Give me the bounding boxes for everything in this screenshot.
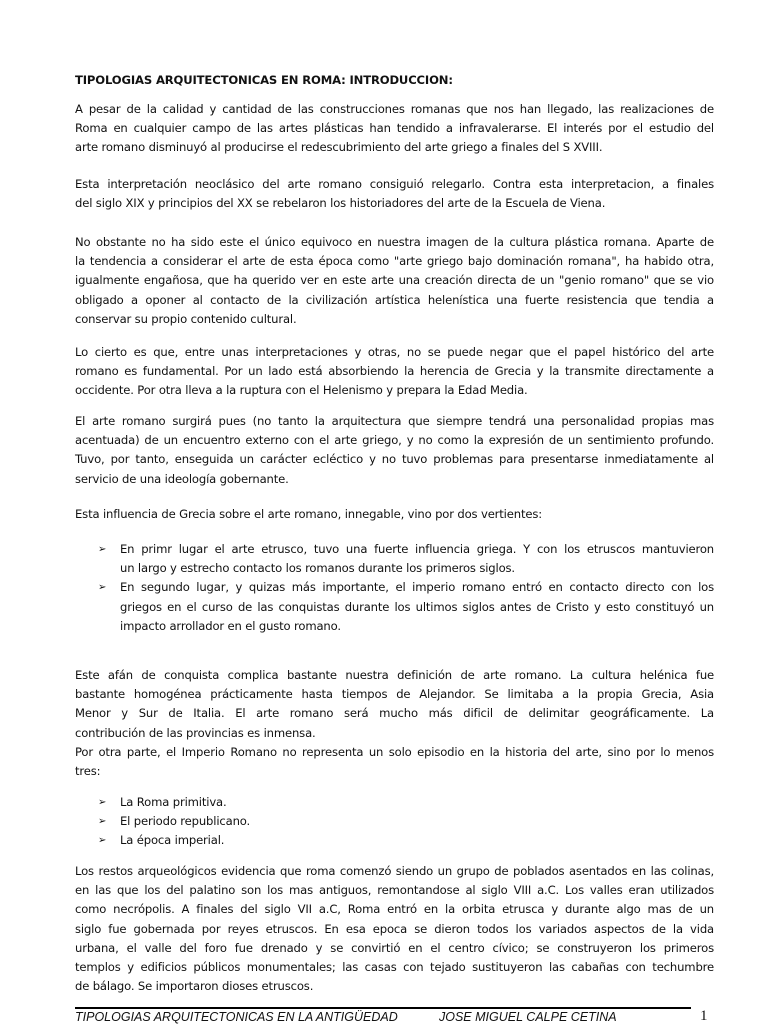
bullet-item-line [98,617,714,636]
paragraph [75,233,714,329]
paragraph [75,666,714,781]
bullet-list [98,540,714,636]
bullet-text: impacto arrollador en el gusto romano. [120,618,341,633]
text-line: la tendencia a considerar el arte de esta época como "arte griego bajo dominación romana", ha habido otra, [75,254,714,269]
text-line: como necrópolis. A finales del siglo VII a.C, Roma entró en la orbita etrusca y durante algo mas de un [75,902,714,917]
text-line: contribución de las provincias es inmensa. [75,725,316,740]
arrow-bullet-icon: ➢ [98,835,107,847]
arrow-bullet-icon: ➢ [98,544,107,555]
text-line: Los restos arqueológicos evidencia que roma comenzó siendo un grupo de poblados asentados en las colinas, [75,864,714,878]
text-line: El arte romano surgirá pues (no tanto la arquitectura que siempre tendrá una personalidad propias mas [75,414,714,428]
bullet-item-line [98,812,714,831]
bullet-item-line [98,540,714,559]
bullet-item-line [98,793,714,812]
text-line: occidente. Por otra lleva a la ruptura con el Helenismo y prepara la Edad Media. [75,383,528,398]
text-line: igualmente engañosa, que ha querido ver en este arte una creación directa de un "genio romano" que se vio [75,273,714,288]
text-line: servicio de una ideología gobernante. [75,471,289,486]
page-number: 1 [700,1008,708,1024]
bullet-text: La Roma primitiva. [120,795,227,809]
paragraph [75,505,714,524]
text-line: Esta influencia de Grecia sobre el arte romano, innegable, vino por dos vertientes: [75,507,542,521]
document-title: TIPOLOGIAS ARQUITECTONICAS EN ROMA: INTRODUCCION: [75,73,453,87]
paragraph [75,175,714,213]
text-line: urbana, el valle del foro fue drenado y se convirtió en el centro cívico; se construyeron los primeros [75,940,714,955]
bullet-text: En segundo lugar, y quizas más importante, el imperio romano entró en contacto directo con los [120,580,714,595]
text-line: bastante homogénea prácticamente hasta tiempos de Alejandor. Se limitaba a la propia Grecia, Asia [75,687,714,702]
text-line: en las que los del palatino son los mas antiguos, remontandose al siglo VIII a.C. Los valles eran utilizados [75,883,714,898]
text-line: Lo cierto es que, entre unas interpretaciones y otras, no se puede negar que el papel histórico del arte [75,345,714,359]
text-line: arte romano disminuyó al producirse el redescubrimiento del arte griego a finales del S XVIII. [75,140,603,155]
bullet-list [98,793,714,851]
text-line: de bálago. Se importaron dioses etruscos. [75,979,314,994]
text-line: siglo fue gobernada por reyes etruscos. En esa epoca se dieron todos los variados aspectos de la vida [75,921,714,936]
text-line: Roma en cualquier campo de las artes plásticas han tendido a infravalerarse. El interés por el estudio del [75,121,714,136]
text-line: Esta interpretación neoclásico del arte romano consiguió relegarlo. Contra esta interpretacion, a finales [75,177,714,191]
paragraph [75,862,714,996]
bullet-text: un largo y estrecho contacto los romanos durante los primeros siglos. [120,561,515,576]
text-line: templos y edificios públicos monumentales; las casas con tejado sustituyeron las cabañas con techumbre [75,959,714,974]
bullet-item-line [98,831,714,850]
text-line: Tuvo, por tanto, enseguida un carácter ecléctico y no tuvo problemas para presentarse inmediatamente al [75,452,714,467]
text-line: tres: [75,763,101,778]
text-line: obligado a oponer al contacto de la civilización artística helenística una fuerte resistencia que tendia a [75,292,714,307]
text-line: Este afán de conquista complica bastante nuestra definición de arte romano. La cultura helénica fue [75,668,714,682]
footer-author: JOSE MIGUEL CALPE CETINA [439,1010,617,1024]
text-line: Por otra parte, el Imperio Romano no representa un solo episodio en la historia del arte, sino por lo menos [75,744,714,759]
paragraph [75,343,714,401]
text-line: conservar su propio contenido cultural. [75,311,297,326]
arrow-bullet-icon: ➢ [98,582,107,594]
paragraph [75,100,714,158]
text-line: A pesar de la calidad y cantidad de las construcciones romanas que nos han llegado, las realizaciones de [75,102,714,116]
text-line: del siglo XIX y principios del XX se rebelaron los historiadores del arte de la Escuela de Viena. [75,196,606,211]
bullet-text: La época imperial. [120,833,225,848]
bullet-item-line [98,578,714,597]
bullet-item-line [98,598,714,617]
bullet-text: griegos en el curso de las conquistas durante los ultimos siglos antes de Cristo y esto constituyó un [120,599,714,614]
footer-rule [75,1007,691,1009]
text-line: acentuada) de un encuentro externo con el arte griego, y no como la expresión de un sentimiento profundo. [75,433,714,448]
bullet-text: El periodo republicano. [120,814,251,829]
text-line: No obstante no ha sido este el único equivoco en nuestra imagen de la cultura plástica romana. Aparte de [75,235,714,249]
text-line: Menor y Sur de Italia. El arte romano será mucho más dificil de delimitar geográficamente. La [75,706,714,721]
arrow-bullet-icon: ➢ [98,816,107,828]
paragraph [75,412,714,489]
bullet-text: En primr lugar el arte etrusco, tuvo una fuerte influencia griega. Y con los etruscos mantuvieron [120,542,714,556]
text-line: romano es fundamental. Por un lado está absorbiendo la herencia de Grecia y la transmite directamente a [75,364,714,379]
arrow-bullet-icon: ➢ [98,797,107,808]
bullet-item-line [98,559,714,578]
footer-title: TIPOLOGIAS ARQUITECTONICAS EN LA ANTIGÜEDAD [75,1010,398,1024]
